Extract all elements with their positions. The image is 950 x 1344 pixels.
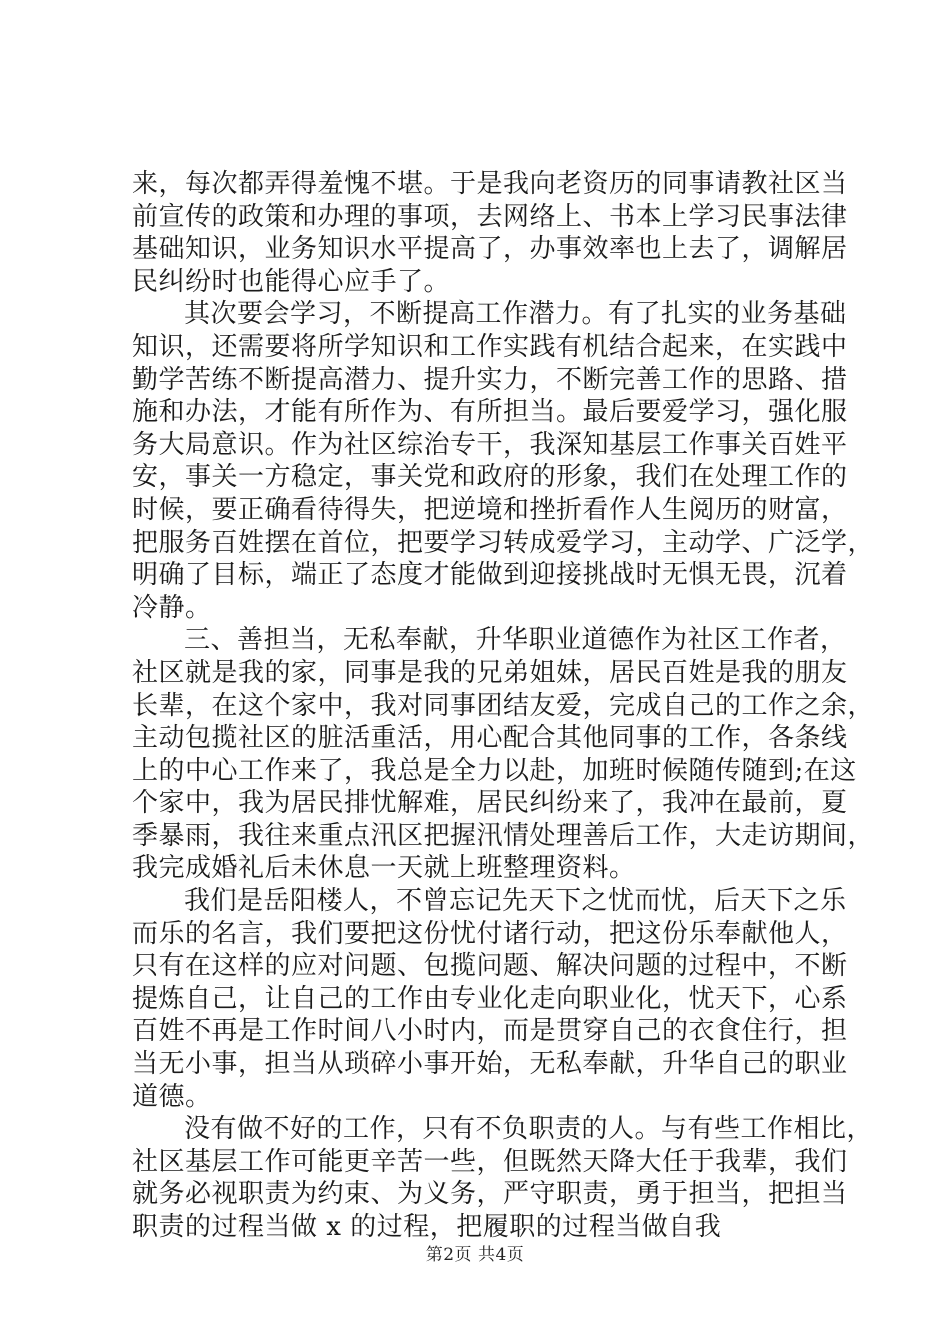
- text-line: 安，事关一方稳定，事关党和政府的形象，我们在处理工作的: [132, 462, 848, 493]
- text-line: 前宣传的政策和办理的事项，去网络上、书本上学习民事法律: [132, 201, 848, 232]
- paragraph-3: [132, 624, 875, 885]
- text-line: 当无小事，担当从琐碎小事开始，无私奉献，升华自己的职业: [132, 1049, 848, 1080]
- text-line: 社区基层工作可能更辛苦一些，但既然天降大任于我辈，我们: [132, 1146, 848, 1177]
- text-line: 就务必视职责为约束、为义务，严守职责，勇于担当，把担当: [132, 1179, 848, 1210]
- text-line: 而乐的名言，我们要把这份忧付诸行动，把这份乐奉献他人，: [132, 918, 848, 949]
- text-line: 提炼自己，让自己的工作由专业化走向职业化，忧天下，心系: [132, 983, 848, 1014]
- paragraph-4: [132, 885, 848, 1113]
- text-line: 季暴雨，我往来重点汛区把握汛情处理善后工作，大走访期间，: [132, 820, 875, 851]
- text-line: 主动包揽社区的脏活重活，用心配合其他同事的工作，各条线: [132, 723, 848, 754]
- document-body: [132, 168, 875, 1244]
- text-line: 时候，要正确看待得失，把逆境和挫折看作人生阅历的财富，: [132, 494, 848, 525]
- text-line: 没有做不好的工作，只有不负职责的人。与有些工作相比，: [184, 1114, 874, 1145]
- text-line: 冷静。: [132, 592, 212, 623]
- text-line: 百姓不再是工作时间八小时内，而是贯穿自己的衣食住行，担: [132, 1016, 848, 1047]
- text-line: 社区就是我的家，同事是我的兄弟姐妹，居民百姓是我的朋友: [132, 657, 848, 688]
- page-footer: 第2页 共4页: [425, 1245, 525, 1265]
- text-line: 务大局意识。作为社区综治专干，我深知基层工作事关百姓平: [132, 429, 848, 460]
- paragraph-1: [132, 168, 848, 298]
- text-line: 我完成婚礼后未休息一天就上班整理资料。: [132, 853, 636, 884]
- text-line: 知识，还需要将所学知识和工作实践有机结合起来，在实践中: [132, 331, 848, 362]
- text-line: 上的中心工作来了，我总是全力以赴，加班时候随传随到;在这: [132, 755, 857, 786]
- text-line: 基础知识，业务知识水平提高了，办事效率也上去了，调解居: [132, 234, 848, 265]
- text-line: 个家中，我为居民排忧解难，居民纠纷来了，我冲在最前，夏: [132, 788, 848, 819]
- text-line: 长辈，在这个家中，我对同事团结友爱，完成自己的工作之余，: [132, 690, 875, 721]
- text-line: 施和办法，才能有所作为、有所担当。最后要爱学习，强化服: [132, 397, 848, 428]
- text-line: 民纠纷时也能得心应手了。: [132, 266, 451, 297]
- paragraph-5: [132, 1113, 874, 1243]
- text-line: 把服务百姓摆在首位，把要学习转成爱学习，主动学、广泛学，: [132, 527, 875, 558]
- text-line: 道德。: [132, 1081, 212, 1112]
- paragraph-2: [132, 298, 875, 624]
- text-line: 勤学苦练不断提高潜力、提升实力，不断完善工作的思路、措: [132, 364, 848, 395]
- text-line: 其次要会学习，不断提高工作潜力。有了扎实的业务基础: [184, 299, 847, 330]
- text-line: 职责的过程当做 x 的过程，把履职的过程当做自我: [132, 1212, 722, 1242]
- text-line: 三、善担当，无私奉献，升华职业道德作为社区工作者，: [184, 625, 847, 656]
- text-line: 只有在这样的应对问题、包揽问题、解决问题的过程中，不断: [132, 951, 848, 982]
- text-line: 来，每次都弄得羞愧不堪。于是我向老资历的同事请教社区当: [132, 169, 848, 199]
- text-line: 我们是岳阳楼人，不曾忘记先天下之忧而忧，后天下之乐: [184, 886, 847, 917]
- text-line: 明确了目标，端正了态度才能做到迎接挑战时无惧无畏，沉着: [132, 560, 848, 591]
